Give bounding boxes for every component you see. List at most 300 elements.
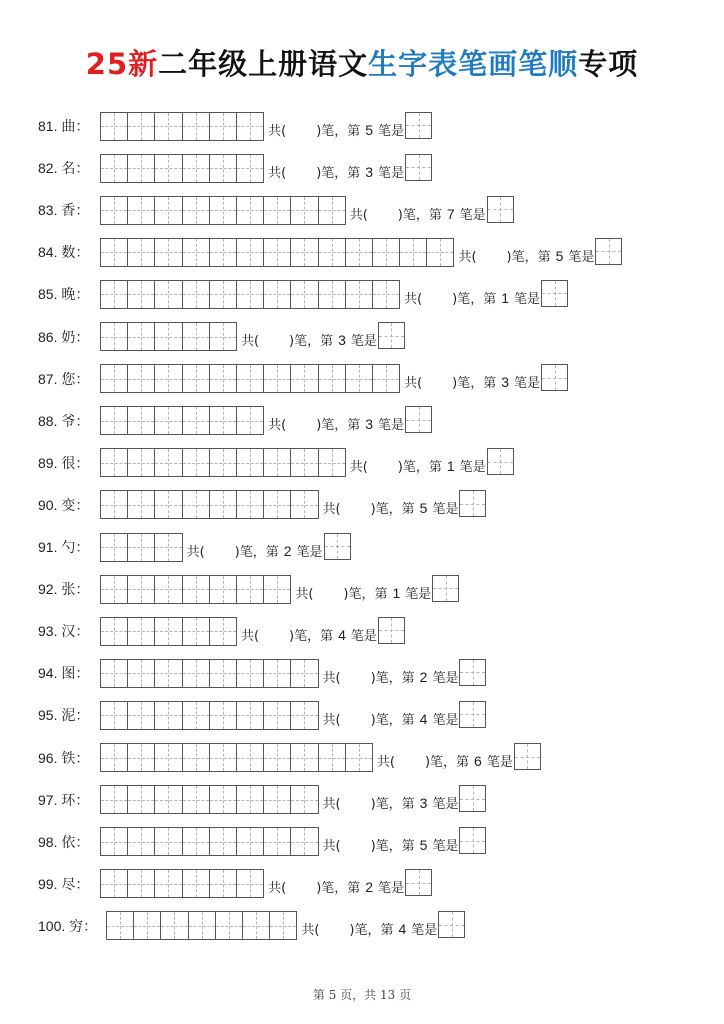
total-strokes-prefix: 共( bbox=[322, 502, 341, 518]
total-strokes-prefix: 共( bbox=[404, 376, 423, 392]
tianzige-cell[interactable] bbox=[210, 618, 237, 645]
tianzige-cell[interactable] bbox=[101, 281, 128, 308]
total-strokes-suffix: )笔，第 bbox=[424, 755, 470, 770]
total-strokes-suffix: )笔，第 bbox=[370, 670, 415, 686]
tianzige-cell[interactable] bbox=[291, 786, 318, 813]
stroke-question bbox=[241, 625, 377, 644]
tianzige-cell[interactable] bbox=[155, 365, 182, 392]
tianzige-cell[interactable] bbox=[237, 113, 264, 140]
stroke-index: 5 bbox=[365, 121, 374, 138]
stroke-index: 4 bbox=[419, 710, 428, 727]
tianzige-cell[interactable] bbox=[155, 828, 182, 855]
total-strokes-suffix: )笔，第 bbox=[506, 249, 551, 265]
stroke-index: 1 bbox=[392, 584, 401, 601]
tianzige-cell[interactable] bbox=[291, 491, 318, 518]
tianzige-cell[interactable] bbox=[319, 365, 346, 392]
tianzige-cell[interactable] bbox=[155, 576, 182, 603]
stroke-question-suffix: 笔是 bbox=[378, 881, 405, 897]
tianzige-cell[interactable] bbox=[183, 660, 210, 687]
total-strokes-suffix: )笔，第 bbox=[370, 712, 415, 728]
tianzige-cell[interactable] bbox=[128, 449, 155, 476]
tianzige-cell[interactable] bbox=[128, 534, 155, 561]
tianzige-cell[interactable] bbox=[319, 744, 346, 771]
stroke-question bbox=[268, 120, 404, 139]
stroke-question-suffix: 笔是 bbox=[296, 544, 323, 560]
stroke-writing-grid bbox=[100, 827, 319, 856]
stroke-question-suffix: 笔是 bbox=[514, 291, 541, 307]
stroke-question bbox=[323, 835, 459, 854]
tianzige-cell[interactable] bbox=[128, 786, 155, 813]
tianzige-cell[interactable] bbox=[155, 491, 182, 518]
answer-box[interactable] bbox=[438, 911, 465, 938]
tianzige-cell[interactable] bbox=[101, 534, 128, 561]
tianzige-cell[interactable] bbox=[319, 281, 346, 308]
stroke-index: 3 bbox=[365, 416, 374, 433]
total-strokes-prefix: 共( bbox=[240, 628, 260, 644]
exercise-label: 85. 晚： bbox=[38, 286, 90, 303]
total-strokes-suffix: )笔，第 bbox=[370, 502, 415, 518]
tianzige-cell[interactable] bbox=[128, 323, 155, 350]
tianzige-cell[interactable] bbox=[237, 239, 264, 266]
tianzige-cell[interactable] bbox=[128, 491, 155, 518]
answer-box[interactable] bbox=[487, 448, 514, 475]
tianzige-cell[interactable] bbox=[183, 449, 210, 476]
stroke-writing-grid bbox=[100, 448, 346, 477]
tianzige-cell[interactable] bbox=[237, 744, 264, 771]
stroke-writing-grid bbox=[100, 743, 373, 772]
tianzige-cell[interactable] bbox=[264, 491, 291, 518]
tianzige-cell[interactable] bbox=[210, 365, 237, 392]
tianzige-cell[interactable] bbox=[183, 702, 210, 729]
tianzige-cell[interactable] bbox=[237, 491, 264, 518]
tianzige-cell[interactable] bbox=[128, 744, 155, 771]
tianzige-cell[interactable] bbox=[210, 828, 237, 855]
tianzige-cell[interactable] bbox=[101, 744, 128, 771]
total-strokes-suffix: )笔，第 bbox=[349, 923, 394, 939]
tianzige-cell[interactable] bbox=[237, 660, 264, 687]
total-strokes-prefix: 共( bbox=[322, 839, 341, 855]
stroke-index: 5 bbox=[419, 837, 428, 854]
tianzige-cell[interactable] bbox=[237, 576, 264, 603]
exercise-row bbox=[38, 491, 486, 519]
tianzige-cell[interactable] bbox=[264, 365, 291, 392]
tianzige-cell[interactable] bbox=[210, 155, 237, 182]
tianzige-cell[interactable] bbox=[291, 660, 318, 687]
stroke-writing-grid bbox=[100, 364, 400, 393]
stroke-writing-grid bbox=[100, 617, 237, 646]
tianzige-cell[interactable] bbox=[101, 407, 128, 434]
answer-box[interactable] bbox=[405, 869, 432, 896]
tianzige-cell[interactable] bbox=[373, 365, 400, 392]
tianzige-cell[interactable] bbox=[128, 828, 155, 855]
stroke-question bbox=[377, 751, 513, 770]
exercise-label: 82. 名： bbox=[38, 160, 90, 177]
exercise-row bbox=[38, 744, 541, 772]
total-strokes-prefix: 共( bbox=[458, 249, 477, 265]
stroke-writing-grid bbox=[100, 575, 291, 604]
stroke-question-suffix: 笔是 bbox=[459, 460, 486, 476]
total-strokes-prefix: 共( bbox=[322, 797, 341, 813]
stroke-writing-grid bbox=[100, 533, 183, 562]
answer-box[interactable] bbox=[595, 238, 622, 265]
tianzige-cell[interactable] bbox=[183, 281, 210, 308]
tianzige-cell[interactable] bbox=[155, 449, 182, 476]
tianzige-cell[interactable] bbox=[210, 870, 237, 897]
stroke-index: 2 bbox=[283, 542, 292, 559]
total-strokes-prefix: 共( bbox=[268, 881, 287, 897]
answer-box[interactable] bbox=[541, 280, 568, 307]
total-strokes-prefix: 共( bbox=[349, 460, 368, 476]
stroke-question bbox=[323, 498, 459, 517]
tianzige-cell[interactable] bbox=[264, 744, 291, 771]
tianzige-cell[interactable] bbox=[128, 618, 155, 645]
total-strokes-suffix: )笔，第 bbox=[397, 460, 442, 476]
exercise-label: 91. 勺： bbox=[38, 539, 90, 555]
tianzige-cell[interactable] bbox=[183, 491, 210, 518]
exercise-row bbox=[38, 112, 432, 140]
total-strokes-prefix: 共( bbox=[268, 165, 287, 181]
tianzige-cell[interactable] bbox=[319, 449, 346, 476]
tianzige-cell[interactable] bbox=[264, 660, 291, 687]
exercise-row bbox=[38, 196, 514, 224]
answer-box[interactable] bbox=[514, 743, 541, 770]
tianzige-cell[interactable] bbox=[155, 155, 182, 182]
exercise-label: 94. 图： bbox=[38, 665, 90, 682]
tianzige-cell[interactable] bbox=[237, 365, 264, 392]
tianzige-cell[interactable] bbox=[183, 239, 210, 266]
stroke-question-suffix: 笔是 bbox=[378, 418, 405, 434]
tianzige-cell[interactable] bbox=[155, 197, 182, 224]
tianzige-cell[interactable] bbox=[291, 281, 318, 308]
exercise-label: 100. 穷： bbox=[38, 917, 98, 934]
stroke-index: 4 bbox=[338, 626, 346, 643]
tianzige-cell[interactable] bbox=[155, 702, 182, 729]
tianzige-cell[interactable] bbox=[237, 449, 264, 476]
exercise-row bbox=[38, 870, 432, 898]
total-strokes-prefix: 共( bbox=[404, 291, 423, 307]
total-strokes-suffix: )笔，第 bbox=[316, 418, 361, 434]
tianzige-cell[interactable] bbox=[237, 702, 264, 729]
tianzige-cell[interactable] bbox=[291, 365, 318, 392]
stroke-question-suffix: 笔是 bbox=[350, 628, 377, 644]
stroke-writing-grid bbox=[100, 785, 319, 814]
stroke-question-suffix: 笔是 bbox=[432, 797, 459, 813]
stroke-question bbox=[295, 583, 431, 602]
exercise-label: 92. 张： bbox=[38, 581, 90, 598]
tianzige-cell[interactable] bbox=[128, 239, 155, 266]
tianzige-cell[interactable] bbox=[101, 323, 128, 350]
tianzige-cell[interactable] bbox=[101, 239, 128, 266]
tianzige-cell[interactable] bbox=[101, 155, 128, 182]
tianzige-cell[interactable] bbox=[291, 197, 318, 224]
tianzige-cell[interactable] bbox=[183, 407, 210, 434]
tianzige-cell[interactable] bbox=[155, 281, 182, 308]
tianzige-cell[interactable] bbox=[346, 281, 373, 308]
tianzige-cell[interactable] bbox=[128, 281, 155, 308]
tianzige-cell[interactable] bbox=[264, 239, 291, 266]
tianzige-cell[interactable] bbox=[237, 197, 264, 224]
tianzige-cell[interactable] bbox=[183, 870, 210, 897]
tianzige-cell[interactable] bbox=[101, 113, 128, 140]
tianzige-cell[interactable] bbox=[264, 786, 291, 813]
tianzige-cell[interactable] bbox=[264, 281, 291, 308]
tianzige-cell[interactable] bbox=[134, 912, 161, 939]
tianzige-cell[interactable] bbox=[155, 786, 182, 813]
tianzige-cell[interactable] bbox=[101, 365, 128, 392]
tianzige-cell[interactable] bbox=[373, 281, 400, 308]
tianzige-cell[interactable] bbox=[128, 113, 155, 140]
answer-box[interactable] bbox=[378, 322, 405, 349]
tianzige-cell[interactable] bbox=[101, 870, 128, 897]
tianzige-cell[interactable] bbox=[101, 702, 128, 729]
exercise-label: 89. 很： bbox=[38, 454, 90, 471]
tianzige-cell[interactable] bbox=[155, 660, 182, 687]
exercise-label: 83. 香： bbox=[38, 202, 90, 219]
tianzige-cell[interactable] bbox=[210, 702, 237, 729]
tianzige-cell[interactable] bbox=[291, 449, 318, 476]
stroke-question-suffix: 笔是 bbox=[432, 502, 459, 518]
total-strokes-suffix: )笔，第 bbox=[316, 123, 361, 139]
tianzige-cell[interactable] bbox=[210, 407, 237, 434]
exercise-label: 84. 数： bbox=[38, 244, 90, 261]
stroke-writing-grid bbox=[100, 406, 264, 435]
tianzige-cell[interactable] bbox=[183, 576, 210, 603]
tianzige-cell[interactable] bbox=[264, 576, 291, 603]
tianzige-cell[interactable] bbox=[128, 365, 155, 392]
stroke-question-suffix: 笔是 bbox=[378, 165, 405, 181]
tianzige-cell[interactable] bbox=[183, 365, 210, 392]
total-strokes-suffix: )笔，第 bbox=[370, 797, 415, 813]
answer-box[interactable] bbox=[459, 490, 486, 517]
tianzige-cell[interactable] bbox=[107, 912, 134, 939]
tianzige-cell[interactable] bbox=[183, 155, 210, 182]
total-strokes-prefix: 共( bbox=[268, 123, 287, 139]
tianzige-cell[interactable] bbox=[210, 660, 237, 687]
total-strokes-suffix: )笔，第 bbox=[289, 628, 334, 644]
stroke-question bbox=[404, 372, 540, 391]
exercise-label: 88. 爷： bbox=[38, 412, 90, 429]
exercise-row bbox=[38, 407, 432, 435]
exercise-label: 99. 尽： bbox=[38, 875, 90, 892]
tianzige-cell[interactable] bbox=[155, 534, 182, 561]
total-strokes-suffix: )笔，第 bbox=[316, 165, 361, 181]
page-title bbox=[0, 42, 724, 83]
tianzige-cell[interactable] bbox=[128, 155, 155, 182]
stroke-writing-grid bbox=[100, 154, 264, 183]
stroke-index: 4 bbox=[398, 921, 407, 938]
tianzige-cell[interactable] bbox=[346, 239, 373, 266]
stroke-question-suffix: 笔是 bbox=[486, 755, 513, 770]
tianzige-cell[interactable] bbox=[210, 449, 237, 476]
tianzige-cell[interactable] bbox=[189, 912, 216, 939]
tianzige-cell[interactable] bbox=[183, 828, 210, 855]
answer-box[interactable] bbox=[459, 701, 486, 728]
tianzige-cell[interactable] bbox=[216, 912, 243, 939]
tianzige-cell[interactable] bbox=[291, 239, 318, 266]
exercise-row bbox=[38, 786, 486, 814]
tianzige-cell[interactable] bbox=[400, 239, 427, 266]
stroke-question bbox=[350, 456, 486, 475]
tianzige-cell[interactable] bbox=[183, 323, 210, 350]
tianzige-cell[interactable] bbox=[210, 197, 237, 224]
tianzige-cell[interactable] bbox=[210, 239, 237, 266]
tianzige-cell[interactable] bbox=[155, 870, 182, 897]
stroke-question-suffix: 笔是 bbox=[378, 123, 405, 139]
tianzige-cell[interactable] bbox=[101, 828, 128, 855]
tianzige-cell[interactable] bbox=[155, 239, 182, 266]
tianzige-cell[interactable] bbox=[270, 912, 297, 939]
tianzige-cell[interactable] bbox=[183, 197, 210, 224]
tianzige-cell[interactable] bbox=[128, 870, 155, 897]
tianzige-cell[interactable] bbox=[128, 407, 155, 434]
stroke-question bbox=[268, 414, 404, 433]
tianzige-cell[interactable] bbox=[237, 155, 264, 182]
exercise-row bbox=[38, 617, 405, 645]
exercise-label: 97. 环： bbox=[38, 791, 90, 808]
title-suffix: 专项 bbox=[578, 47, 639, 81]
tianzige-cell[interactable] bbox=[155, 744, 182, 771]
tianzige-cell[interactable] bbox=[291, 828, 318, 855]
stroke-question bbox=[350, 204, 486, 223]
total-strokes-suffix: )笔，第 bbox=[397, 207, 442, 223]
total-strokes-suffix: )笔，第 bbox=[316, 881, 361, 897]
answer-box[interactable] bbox=[378, 617, 405, 644]
stroke-index: 1 bbox=[501, 289, 510, 306]
tianzige-cell[interactable] bbox=[210, 281, 237, 308]
tianzige-cell[interactable] bbox=[101, 618, 128, 645]
exercise-row bbox=[38, 365, 568, 393]
tianzige-cell[interactable] bbox=[183, 744, 210, 771]
tianzige-cell[interactable] bbox=[237, 281, 264, 308]
tianzige-cell[interactable] bbox=[101, 491, 128, 518]
exercise-label: 98. 依： bbox=[38, 833, 90, 850]
answer-box[interactable] bbox=[405, 406, 432, 433]
tianzige-cell[interactable] bbox=[291, 702, 318, 729]
stroke-question bbox=[268, 162, 404, 181]
tianzige-cell[interactable] bbox=[210, 323, 237, 350]
exercise-label: 81. 曲： bbox=[38, 118, 90, 134]
stroke-index: 2 bbox=[365, 879, 374, 896]
tianzige-cell[interactable] bbox=[183, 786, 210, 813]
tianzige-cell[interactable] bbox=[101, 786, 128, 813]
stroke-writing-grid bbox=[100, 238, 454, 267]
stroke-index: 3 bbox=[365, 163, 374, 180]
tianzige-cell[interactable] bbox=[237, 870, 264, 897]
total-strokes-suffix: )笔，第 bbox=[452, 291, 497, 307]
stroke-index: 5 bbox=[555, 247, 564, 264]
tianzige-cell[interactable] bbox=[427, 239, 454, 266]
stroke-writing-grid bbox=[100, 869, 264, 898]
tianzige-cell[interactable] bbox=[155, 323, 182, 350]
tianzige-cell[interactable] bbox=[155, 113, 182, 140]
total-strokes-prefix: 共( bbox=[301, 923, 320, 939]
exercise-label: 87. 您： bbox=[38, 370, 90, 387]
tianzige-cell[interactable] bbox=[183, 618, 210, 645]
tianzige-cell[interactable] bbox=[210, 576, 237, 603]
tianzige-cell[interactable] bbox=[210, 491, 237, 518]
total-strokes-suffix: )笔，第 bbox=[343, 586, 388, 602]
stroke-writing-grid bbox=[100, 490, 319, 519]
stroke-index: 3 bbox=[338, 332, 346, 348]
tianzige-cell[interactable] bbox=[210, 113, 237, 140]
tianzige-cell[interactable] bbox=[264, 702, 291, 729]
answer-box[interactable] bbox=[459, 785, 486, 812]
exercise-row bbox=[38, 659, 486, 687]
tianzige-cell[interactable] bbox=[101, 576, 128, 603]
answer-box[interactable] bbox=[405, 154, 432, 181]
tianzige-cell[interactable] bbox=[155, 618, 182, 645]
tianzige-cell[interactable] bbox=[319, 239, 346, 266]
answer-box[interactable] bbox=[432, 575, 459, 602]
tianzige-cell[interactable] bbox=[128, 702, 155, 729]
tianzige-cell[interactable] bbox=[210, 786, 237, 813]
answer-box[interactable] bbox=[405, 112, 432, 139]
tianzige-cell[interactable] bbox=[264, 197, 291, 224]
total-strokes-suffix: )笔，第 bbox=[452, 376, 497, 392]
tianzige-cell[interactable] bbox=[161, 912, 188, 939]
answer-box[interactable] bbox=[459, 659, 486, 686]
stroke-question-suffix: 笔是 bbox=[432, 839, 459, 855]
answer-box[interactable] bbox=[459, 827, 486, 854]
tianzige-cell[interactable] bbox=[128, 197, 155, 224]
exercise-label: 95. 泥： bbox=[38, 707, 90, 724]
tianzige-cell[interactable] bbox=[264, 449, 291, 476]
tianzige-cell[interactable] bbox=[346, 744, 373, 771]
answer-box[interactable] bbox=[324, 533, 351, 560]
exercise-label: 93. 汉： bbox=[38, 623, 90, 640]
stroke-question-suffix: 笔是 bbox=[432, 712, 459, 728]
exercise-row bbox=[38, 154, 432, 182]
tianzige-cell[interactable] bbox=[319, 197, 346, 224]
tianzige-cell[interactable] bbox=[101, 197, 128, 224]
tianzige-cell[interactable] bbox=[346, 365, 373, 392]
tianzige-cell[interactable] bbox=[101, 660, 128, 687]
tianzige-cell[interactable] bbox=[155, 407, 182, 434]
stroke-question-suffix: 笔是 bbox=[350, 334, 377, 349]
exercise-row bbox=[38, 912, 465, 940]
answer-box[interactable] bbox=[487, 196, 514, 223]
tianzige-cell[interactable] bbox=[291, 744, 318, 771]
stroke-question-suffix: 笔是 bbox=[411, 923, 438, 939]
stroke-question bbox=[404, 288, 540, 307]
tianzige-cell[interactable] bbox=[101, 449, 128, 476]
tianzige-cell[interactable] bbox=[237, 828, 264, 855]
stroke-writing-grid bbox=[100, 196, 346, 225]
total-strokes-suffix: )笔，第 bbox=[289, 334, 334, 349]
total-strokes-prefix: 共( bbox=[268, 418, 287, 434]
total-strokes-suffix: )笔，第 bbox=[234, 544, 279, 560]
exercise-row bbox=[38, 701, 486, 729]
tianzige-cell[interactable] bbox=[264, 828, 291, 855]
answer-box[interactable] bbox=[541, 364, 568, 391]
tianzige-cell[interactable] bbox=[128, 576, 155, 603]
tianzige-cell[interactable] bbox=[373, 239, 400, 266]
tianzige-cell[interactable] bbox=[210, 744, 237, 771]
tianzige-cell[interactable] bbox=[237, 407, 264, 434]
exercise-row bbox=[38, 575, 459, 603]
exercise-label: 96. 铁： bbox=[38, 749, 90, 766]
stroke-index: 7 bbox=[446, 205, 455, 222]
stroke-question bbox=[323, 793, 459, 812]
exercise-row bbox=[38, 323, 405, 351]
tianzige-cell[interactable] bbox=[237, 786, 264, 813]
tianzige-cell[interactable] bbox=[243, 912, 270, 939]
exercise-row bbox=[38, 828, 486, 856]
tianzige-cell[interactable] bbox=[128, 660, 155, 687]
tianzige-cell[interactable] bbox=[183, 113, 210, 140]
stroke-writing-grid bbox=[100, 701, 319, 730]
stroke-question-suffix: 笔是 bbox=[432, 670, 459, 686]
